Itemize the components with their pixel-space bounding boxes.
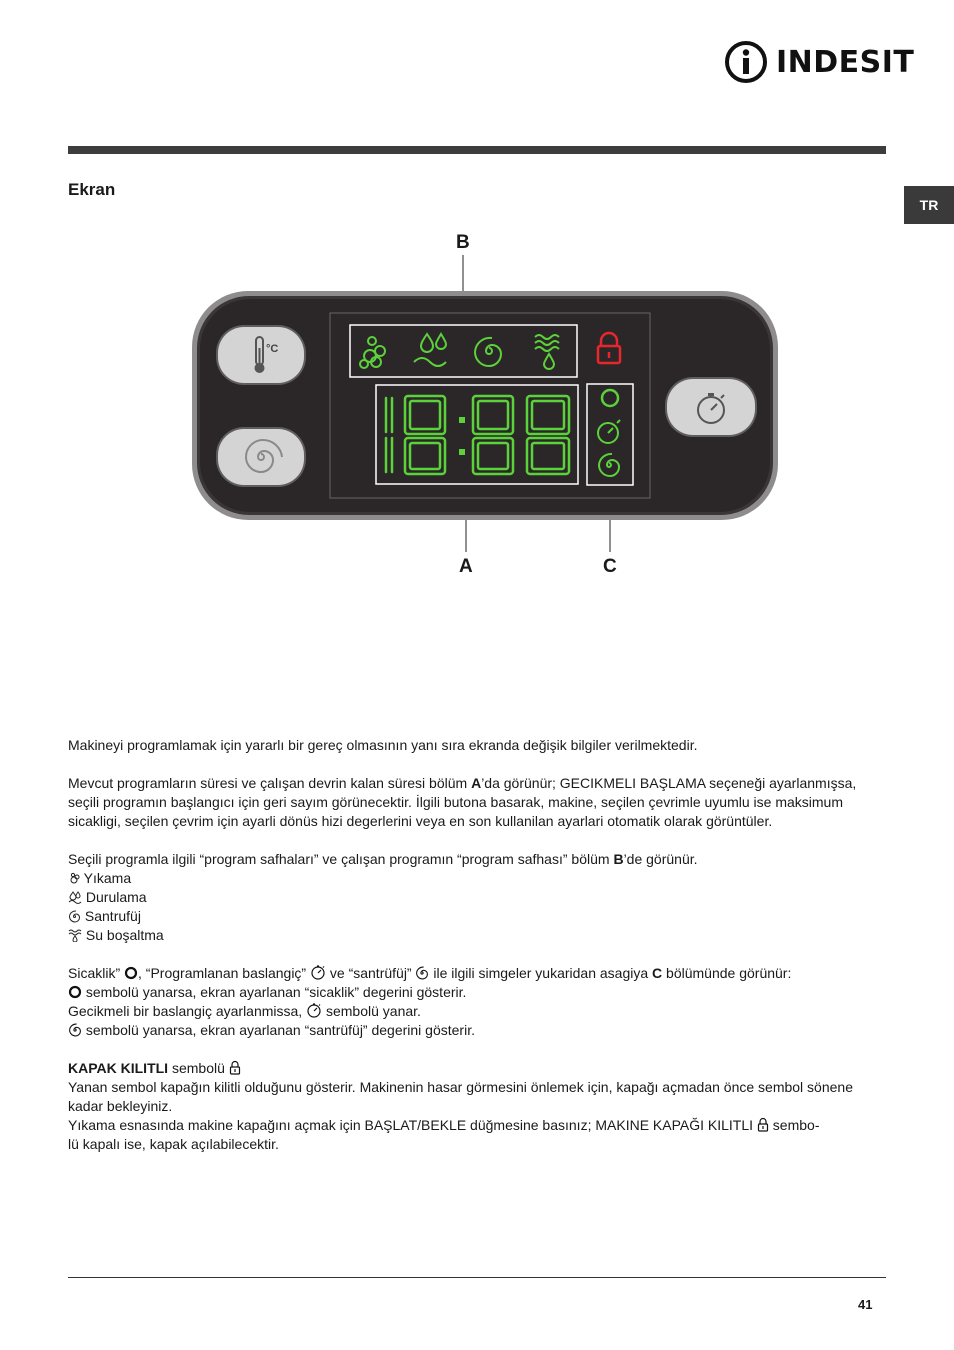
lock-small-icon (229, 1060, 241, 1075)
door-lock-heading-text: sembolü (168, 1060, 229, 1076)
callout-b: B (456, 232, 470, 253)
delay-small-icon-2 (306, 1002, 322, 1018)
section-title: Ekran (68, 180, 116, 199)
p3-bold-b: B (613, 851, 624, 867)
p4-delay-text-a: Gecikmeli bir baslangiç ayarlanmissa, (68, 1003, 307, 1019)
delay-small-icon (310, 964, 326, 980)
phase-spin-label: Santrufüj (81, 908, 141, 924)
spin-button[interactable] (216, 427, 306, 487)
wash-small-icon (68, 872, 80, 885)
p4-text-e: bölümünde görünür: (662, 965, 792, 981)
p2-text-a: Mevcut programların süresi ve çalışan devrin kalan süresi bölüm (68, 775, 472, 791)
phase-rinse-label: Durulama (82, 889, 147, 905)
paragraph-spin-symbol (68, 1021, 886, 1040)
paragraph-indicators (68, 964, 886, 983)
spin-small-icon-2 (415, 966, 429, 980)
control-panel-diagram (0, 0, 954, 640)
spin-small-icon (68, 910, 81, 923)
p4-bold-c: C (652, 965, 663, 981)
phase-drain (68, 926, 886, 945)
door-lock-heading: KAPAK KILITLI (68, 1060, 169, 1076)
phase-drain-label: Su boşaltma (82, 927, 164, 943)
door-open-text-b: sembo- (768, 1117, 820, 1133)
callout-c: C (603, 556, 617, 577)
phase-rinse (68, 888, 886, 907)
p4-text-b: , “Programlanan baslangiç” (138, 965, 310, 981)
paragraph-intro: Makineyi programlamak için yararlı bir gereç olmasının yanı sıra ekranda değişik bilgiler verilmektedir. (68, 737, 698, 753)
page-number: 41 (858, 1297, 873, 1312)
body-text (68, 736, 886, 1154)
door-open-text-a: Yıkama esnasında makine kapağını açmak için BAŞLAT/BEKLE düğmesine basınız; MAKINE KAPAĞI KILITLI (68, 1117, 757, 1133)
temperature-small-icon (124, 966, 138, 980)
phase-wash-label: Yıkama (80, 870, 132, 886)
paragraph-delay-symbol (68, 1002, 886, 1021)
spin-small-icon-3 (68, 1023, 82, 1037)
paragraph-display-time (68, 774, 886, 831)
callout-a: A (459, 556, 473, 577)
p4-temp-text: sembolü yanarsa, ekran ayarlanan “sicaklik” degerini gösterir. (82, 984, 467, 1000)
p4-delay-text-b: sembolü yanar. (322, 1003, 421, 1019)
drain-small-icon (68, 929, 82, 942)
language-tab: TR (904, 186, 954, 224)
rinse-small-icon (68, 891, 82, 904)
p4-text-a: Sicaklik” (68, 965, 125, 981)
paragraph-door-open (68, 1116, 886, 1154)
door-open-text-c: lü kapalı ise, kapak açılabilecektir. (68, 1136, 279, 1152)
paragraph-door-lock-desc: Yanan sembol kapağın kilitli olduğunu gösterir. Makinenin hasar görmesini önlemek için, kapağı açmadan önce sembol sönene kadar bekleyiniz. (68, 1079, 853, 1114)
temperature-button[interactable] (216, 325, 306, 385)
p2-bold-a: A (471, 775, 482, 791)
delay-timer-button[interactable] (665, 377, 757, 437)
p4-spin-text: sembolü yanarsa, ekran ayarlanan “santrüfüj” degerini gösterir. (82, 1022, 475, 1038)
p2-text-b: ’da görünür; GECIKMELI BAŞLAMA seçeneği ayarlanmışsa, seçili programın başlangıcı için geri sayım görünecektir. İlgili butona basarak, makine, seçilen çevrimle uyumlu ise maksimum sicakligi, seçilen çevrim için ayarli dönüs hizi degerlerini veya en son kullanilan ayarlari otomatik olarak görüntüler. (68, 775, 857, 829)
lock-small-icon-2 (757, 1117, 769, 1132)
p4-text-c: ve “santrüfüj” (326, 965, 416, 981)
paragraph-phases (68, 850, 886, 869)
footer-rule (68, 1277, 886, 1278)
phase-spin (68, 907, 886, 926)
brand-name: INDESIT (776, 44, 915, 80)
temperature-small-icon-2 (68, 985, 82, 999)
paragraph-temp-symbol (68, 983, 886, 1002)
p3-text-b: ’de görünür. (623, 851, 698, 867)
phase-wash (68, 869, 886, 888)
paragraph-door-lock-title (68, 1059, 886, 1078)
p4-text-d: ile ilgili simgeler yukaridan asagiya (429, 965, 653, 981)
temp-unit-label: °C (266, 343, 279, 355)
p3-text-a: Seçili programla ilgili “program safhaları” ve çalışan programın “program safhası” bölüm (68, 851, 614, 867)
